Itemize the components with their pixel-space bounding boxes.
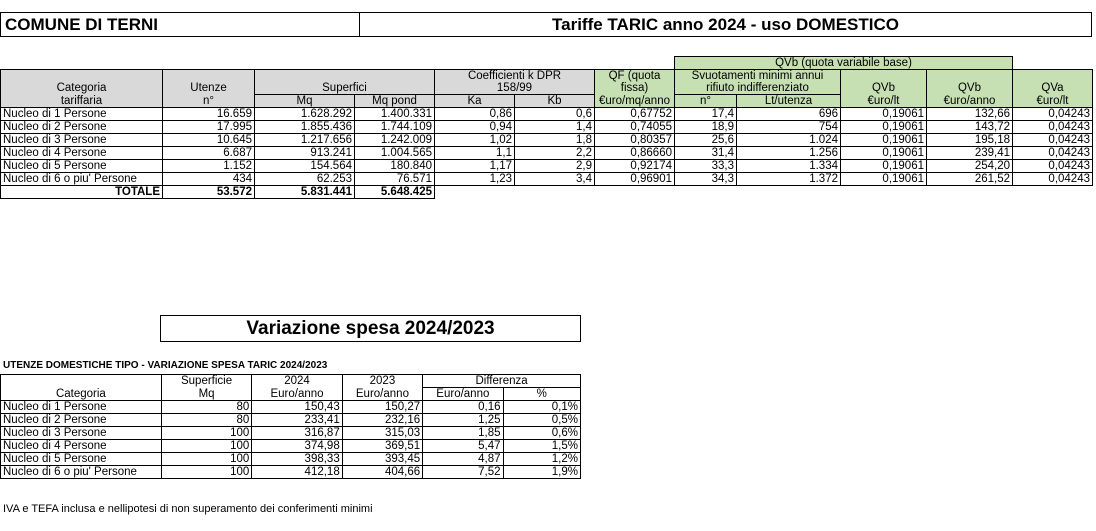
table-row [1,427,581,440]
kb-cell: 2,2 [515,147,595,160]
total-label: TOTALE [1,186,163,199]
svn-cell: 33,3 [675,160,737,173]
cat-cell: Nucleo di 2 Persone [1,121,163,134]
table-row [1,160,1093,173]
total-row [1,186,1093,199]
kb-cell: 1,8 [515,134,595,147]
svlt-header: Lt/utenza [737,95,841,108]
utenze-cell: 434 [163,173,255,186]
var-diff-cell: 4,87 [423,453,503,466]
qf-cell: 0,74055 [595,121,675,134]
ka-cell: 1,02 [435,134,515,147]
table-row [1,121,1093,134]
qvb-anno-header: QVb [927,82,1013,95]
tariff-title: Tariffe TARIC anno 2024 - uso DOMESTICO [359,12,1092,37]
var-sup-cell: 80 [161,414,251,427]
coeff-header-1: Coefficienti k DPR [435,70,595,83]
qf-header-1: QF (quota [595,70,675,83]
var-2024-cell: 398,33 [252,453,342,466]
var-sup-cell: 100 [161,427,251,440]
qf-cell: 0,67752 [595,108,675,121]
var-diff-cell: 1,25 [423,414,503,427]
var-2024-cell: 150,43 [252,401,342,414]
footnote: IVA e TEFA inclusa e nellipotesi di non superamento dei conferimenti minimi [3,503,373,515]
header-row-1 [1,70,1093,83]
qf-header-3: €uro/mq/anno [595,95,675,108]
svlt-cell: 1.334 [737,160,841,173]
svn-cell: 18,9 [675,121,737,134]
utenze-header-2: n° [163,95,255,108]
var-header-row-1 [1,375,581,388]
diff-pct-header: % [503,388,580,401]
cat-cell: Nucleo di 3 Persone [1,134,163,147]
var-sup-cell: 100 [161,440,251,453]
table-row [1,147,1093,160]
var-2024-cell: 233,41 [252,414,342,427]
mqpond-cell: 76.571 [355,173,435,186]
mqpond-cell: 1.242.009 [355,134,435,147]
utenze-cell: 10.645 [163,134,255,147]
utenze-header-1: Utenze [163,82,255,95]
mq-cell: 1.855.436 [255,121,355,134]
var-sup-cell: 80 [161,401,251,414]
qf-header-2: fissa) [595,82,675,95]
qvb-anno-unit: €uro/anno [927,95,1013,108]
var-pct-cell: 1,9% [503,466,580,479]
table-row [1,414,581,427]
mqpond-cell: 1.744.109 [355,121,435,134]
qvb-lt-cell: 0,19061 [841,134,927,147]
var-sup-cell: 100 [161,466,251,479]
qva-unit: €uro/lt [1013,95,1093,108]
header-row-3 [1,95,1093,108]
qvb-anno-cell: 254,20 [927,160,1013,173]
qva-cell: 0,04243 [1013,160,1093,173]
qvb-lt-cell: 0,19061 [841,173,927,186]
utenze-cell: 16.659 [163,108,255,121]
table-row [1,173,1093,186]
qvb-lt-cell: 0,19061 [841,160,927,173]
cat-header-2: tariffaria [1,95,163,108]
table-row [1,466,581,479]
qva-cell: 0,04243 [1013,134,1093,147]
var-2023-cell: 232,16 [342,414,422,427]
qvb-anno-cell: 261,52 [927,173,1013,186]
qvb-group-header: QVb (quota variabile base) [675,57,1013,70]
mqpond-cell: 1.004.565 [355,147,435,160]
qva-header: QVa [1013,82,1093,95]
kb-cell: 0,6 [515,108,595,121]
cat-cell: Nucleo di 1 Persone [1,108,163,121]
sup-header-2: Mq [161,388,251,401]
mq-header: Mq [255,95,355,108]
svlt-cell: 1.024 [737,134,841,147]
kb-cell: 2,9 [515,160,595,173]
var-cat-cell: Nucleo di 5 Persone [1,453,162,466]
cat-cell: Nucleo di 4 Persone [1,147,163,160]
qf-cell: 0,96901 [595,173,675,186]
var-pct-cell: 0,1% [503,401,580,414]
qvb-anno-cell: 239,41 [927,147,1013,160]
var-cat-cell: Nucleo di 3 Persone [1,427,162,440]
mq-cell: 1.628.292 [255,108,355,121]
mq-cell: 154.564 [255,160,355,173]
sup-header-1: Superficie [161,375,251,388]
mqpond-header: Mq pond [355,95,435,108]
svn-cell: 34,3 [675,173,737,186]
qvb-lt-cell: 0,19061 [841,108,927,121]
qva-cell: 0,04243 [1013,108,1093,121]
qvb-lt-unit: €uro/lt [841,95,927,108]
diff-header: Differenza [423,375,581,388]
kb-cell: 3,4 [515,173,595,186]
var-diff-cell: 1,85 [423,427,503,440]
variation-title: Variazione spesa 2024/2023 [160,315,581,342]
variation-table [0,374,581,479]
var-cat-cell: Nucleo di 1 Persone [1,401,162,414]
total-utenze: 53.572 [163,186,255,199]
svn-cell: 31,4 [675,147,737,160]
utenze-cell: 17.995 [163,121,255,134]
var-2024-cell: 374,98 [252,440,342,453]
table-row [1,134,1093,147]
qvb-lt-cell: 0,19061 [841,121,927,134]
cat-header-1: Categoria [1,82,163,95]
var-2023-cell: 404,66 [342,466,422,479]
var-cat-header: Categoria [1,388,162,401]
mq-cell: 1.217.656 [255,134,355,147]
var-2023-cell: 393,45 [342,453,422,466]
mq-cell: 62.253 [255,173,355,186]
var-pct-cell: 0,5% [503,414,580,427]
total-mqpond: 5.648.425 [355,186,435,199]
qvb-anno-cell: 195,18 [927,134,1013,147]
qva-cell: 0,04243 [1013,147,1093,160]
header-row-2 [1,82,1093,95]
svn-cell: 17,4 [675,108,737,121]
ka-cell: 1,1 [435,147,515,160]
table-row [1,440,581,453]
var-pct-cell: 0,6% [503,427,580,440]
header-row-group [1,57,1093,70]
table-row [1,401,581,414]
var-2024-cell: 412,18 [252,466,342,479]
y2023-unit: Euro/anno [342,388,422,401]
svn-header: n° [675,95,737,108]
var-2024-cell: 316,87 [252,427,342,440]
qvb-lt-header: QVb [841,82,927,95]
cat-cell: Nucleo di 6 o piu' Persone [1,173,163,186]
qva-cell: 0,04243 [1013,173,1093,186]
cat-cell: Nucleo di 5 Persone [1,160,163,173]
var-cat-cell: Nucleo di 2 Persone [1,414,162,427]
kb-header: Kb [515,95,595,108]
mqpond-cell: 180.840 [355,160,435,173]
svlt-cell: 696 [737,108,841,121]
mq-cell: 913.241 [255,147,355,160]
table-row [1,453,581,466]
diff-eur-header: Euro/anno [423,388,503,401]
table-row [1,108,1093,121]
svn-cell: 25,6 [675,134,737,147]
qf-cell: 0,92174 [595,160,675,173]
utenze-cell: 6.687 [163,147,255,160]
y2024-header: 2024 [252,375,342,388]
svlt-cell: 754 [737,121,841,134]
variation-subtitle: UTENZE DOMESTICHE TIPO - VARIAZIONE SPESA TARIC 2024/2023 [3,360,328,371]
var-diff-cell: 7,52 [423,466,503,479]
var-2023-cell: 315,03 [342,427,422,440]
var-diff-cell: 0,16 [423,401,503,414]
ka-header: Ka [435,95,515,108]
qva-cell: 0,04243 [1013,121,1093,134]
kb-cell: 1,4 [515,121,595,134]
svuot-header-2: rifiuto indifferenziato [675,82,841,95]
tariff-table [0,56,1093,199]
var-header-row-2 [1,388,581,401]
svuot-header-1: Svuotamenti minimi annui [675,70,841,83]
var-diff-cell: 5,47 [423,440,503,453]
qvb-lt-cell: 0,19061 [841,147,927,160]
var-sup-cell: 100 [161,453,251,466]
var-cat-cell: Nucleo di 6 o piu' Persone [1,466,162,479]
qf-cell: 0,86660 [595,147,675,160]
utenze-cell: 1.152 [163,160,255,173]
qvb-anno-cell: 132,66 [927,108,1013,121]
var-pct-cell: 1,5% [503,440,580,453]
ka-cell: 0,94 [435,121,515,134]
ka-cell: 1,23 [435,173,515,186]
qf-cell: 0,80357 [595,134,675,147]
var-2023-cell: 369,51 [342,440,422,453]
municipality-title: COMUNE DI TERNI [0,12,360,37]
qvb-anno-cell: 143,72 [927,121,1013,134]
coeff-header-2: 158/99 [435,82,595,95]
svlt-cell: 1.256 [737,147,841,160]
var-cat-cell: Nucleo di 4 Persone [1,440,162,453]
var-pct-cell: 1,2% [503,453,580,466]
y2024-unit: Euro/anno [252,388,342,401]
y2023-header: 2023 [342,375,422,388]
var-2023-cell: 150,27 [342,401,422,414]
svlt-cell: 1.372 [737,173,841,186]
total-mq: 5.831.441 [255,186,355,199]
ka-cell: 0,86 [435,108,515,121]
mqpond-cell: 1.400.331 [355,108,435,121]
superfici-header: Superfici [255,82,435,95]
ka-cell: 1,17 [435,160,515,173]
